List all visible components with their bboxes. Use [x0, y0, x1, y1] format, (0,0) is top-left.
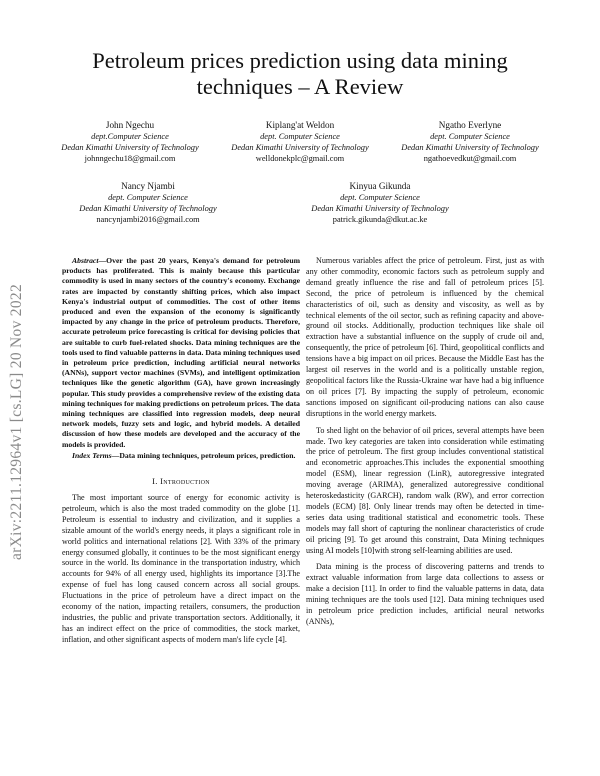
author-block-1	[45, 120, 215, 164]
paragraph: Data mining is the process of discovering patterns and trends to extract valuable information from large data collections to assess or make a decision [11]. In order to find the valuable patterns in data, data mining techniques are the tools used [12]. Data mining techniques used in petroleum price prediction includes, artificial neural networks (ANNs),	[306, 562, 544, 626]
author-affiliation: Dedan Kimathi University of Technology	[61, 143, 199, 152]
author-dept: dept. Computer Science	[260, 132, 340, 141]
abstract-label: Abstract	[72, 256, 99, 265]
index-terms	[62, 451, 300, 461]
paragraph: Numerous variables affect the price of petroleum. First, just as with any other commodity, economic factors such as petroleum supply and demand greatly influence the rise and fall of petroleum prices [5]. Second, the price of petroleum is influenced by the chemical characteristics of oil, such as density and viscosity, as well as by technical elements of the oil sector, such as refining capacity and above-ground oil stocks. Additionally, production techniques like shale oil extraction have a substantial influence on the supply of crude oil and, consequently, the price of petroleum [6]. Third, geopolitical conflicts and tensions have a big impact on oil prices. Because the Middle East has the largest oil reserves in the world and is a politically unstable region, geopolitical factors like the Russia-Ukraine war have had a big influence on oil prices [7]. By impacting the supply of petroleum, economic sanctions imposed on significant oil-producing nations can also cause disruptions in the world energy markets.	[306, 256, 544, 418]
abstract	[62, 256, 300, 450]
author-email: johnngechu18@gmail.com	[84, 154, 176, 163]
paragraph: The most important source of energy for economic activity is petroleum, which is also the most traded commodity on the globe [1]. Petroleum is essential to industry and civilization, and it supplies a sizable amount of the world's energy needs, it plays a significant role in world politics and international relations [2]. With 33% of the primary energy consumed globally, it continues to be the most significant energy source in the world. Its dominance in the transportation industry, which accounts for 94% of all energy used, highlights its importance [3].The expense of fuel has long caused concern across all social groups. Fluctuations in the price of petroleum have a direct impact on the economy of the nation, impacting retailers, consumers, the production industries, the public and private transportation sectors. Additionally, it has an indirect effect on the price of commodities, the stock market, inflation, and other significant aspects of modern man's life cycle [4].	[62, 492, 300, 644]
author-affiliation: Dedan Kimathi University of Technology	[79, 204, 217, 213]
author-name: Kinyua Gikunda	[349, 181, 411, 191]
index-terms-label: Index Terms	[72, 450, 112, 460]
arxiv-stamp: arXiv:2211.12964v1 [cs.LG] 20 Nov 2022	[8, 283, 25, 560]
author-dept: dept. Computer Science	[430, 132, 510, 141]
author-email: welldonekplc@gmail.com	[255, 154, 345, 163]
index-terms-text: —Data mining techniques, petroleum prices, prediction.	[111, 450, 296, 460]
author-affiliation: Dedan Kimathi University of Technology	[401, 143, 539, 152]
author-block-2	[215, 120, 385, 164]
author-email: nancynjambi2016@gmail.com	[96, 215, 200, 224]
section-heading: I. Introduction	[152, 476, 210, 487]
author-dept: dept. Computer Science	[108, 193, 188, 202]
author-affiliation: Dedan Kimathi University of Technology	[231, 143, 369, 152]
author-block-3	[385, 120, 555, 164]
author-block-5	[280, 181, 480, 225]
author-affiliation: Dedan Kimathi University of Technology	[311, 204, 449, 213]
paragraph: To shed light on the behavior of oil prices, several attempts have been made. Two key categories are taken into consideration while estimating the price of petroleum. The first group includes conventional statistical and econometric approaches.This includes the exponential smoothing model (ESM), linear regression (LinR), autoregressive integrated moving average (ARIMA), generalized autoregressive conditional heteroskedasticity (GARCH), random walk (RW), and error correction models (ECM) [8]. Only linear trends may often be detected in time-series data using traditional statistical and econometric tools. These models may fall short of capturing the nonlinear characteristics of crude oil pricing [9]. To get around this constraint, Data Mining techniques using AI models [10]with strong self-learning abilities are used.	[306, 425, 544, 555]
author-name: Kiplang'at Weldon	[265, 120, 335, 130]
paper-title: Petroleum prices prediction using data mining techniques – A Review	[92, 48, 508, 99]
author-dept: dept.Computer Science	[91, 132, 169, 141]
right-column	[306, 256, 544, 628]
author-name: John Ngechu	[105, 120, 155, 130]
author-email: patrick.gikunda@dkut.ac.ke	[332, 215, 428, 224]
abstract-text: —Over the past 20 years, Kenya's demand for petroleum products has proliferated. This is mainly because this particular commodity is used in many sectors of the country's economy. Exchange rates are impacted by constantly shifting prices, which also impact Kenya's industrial output of commodities. The cost of other items produced and even the expansion of the economy is significantly impacted by any change in the price of petroleum products. Therefore, accurate petroleum price forecasting is critical for devising policies that are suitable to curb fuel-related shocks. Data mining techniques are the tools used to find valuable patterns in data. Data mining techniques used in petroleum price prediction, including artificial neural networks (ANNs), support vector machines (SVMs), and intelligent optimization techniques like the genetic algorithm (GA), have grown increasingly popular. This study provides a comprehensive review of the existing data mining techniques for making predictions on petroleum prices. The data mining techniques are classified into regression models, deep neural network models, fuzzy sets and logic, and hybrid models. A detailed discussion of how these models are developed and the accuracy of the models is provided.	[62, 256, 300, 449]
author-name: Nancy Njambi	[121, 181, 175, 191]
left-column	[62, 256, 300, 646]
author-name: Ngatho Everlyne	[438, 120, 502, 130]
author-dept: dept. Computer Science	[340, 193, 420, 202]
author-email: ngathoevedkut@gmail.com	[423, 154, 517, 163]
author-block-4	[48, 181, 248, 225]
